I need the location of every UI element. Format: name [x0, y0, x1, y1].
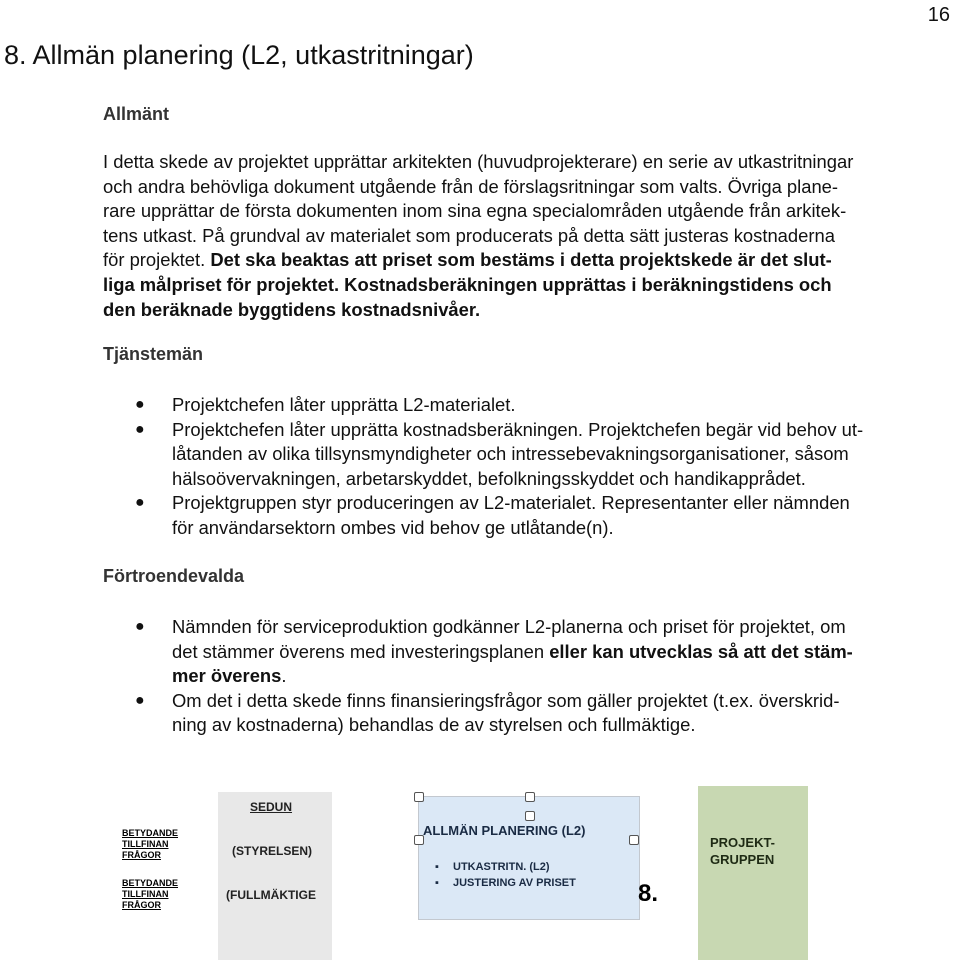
bold-text-line: liga målpriset för projektet. Kostnadsberäkningen upprättas i beräkningstidens och [103, 273, 832, 295]
resize-handle-icon [414, 792, 424, 802]
text-line: låtanden av olika tillsynsmyndigheter och intressebevakningsorganisationer, såsom [172, 443, 849, 465]
text-line: Projektchefen låter upprätta L2-materialet. [172, 394, 516, 415]
section-heading-fortroendevalda: Förtroendevalda [103, 566, 245, 586]
note-line: BETYDANDE [122, 828, 179, 838]
fullmaktige-label: (FULLMÄKTIGE [226, 888, 316, 902]
list-item [103, 615, 953, 689]
section-heading-allmant: Allmänt [103, 104, 170, 124]
resize-handle-icon [525, 792, 535, 802]
center-item: JUSTERING AV PRISET [453, 877, 576, 889]
center-process-box [418, 796, 640, 920]
text-line: och andra behövliga dokument utgående från de förslagsritningar som valts. Övriga plane- [103, 175, 839, 197]
bullet-icon: ▪ [435, 877, 439, 889]
text-line [172, 664, 953, 689]
bullet-icon: ● [135, 618, 145, 635]
left-note-2 [122, 878, 178, 911]
text-line: Projektgruppen styr produceringen av L2-materialet. Representanter eller nämnden [172, 492, 850, 514]
note-line: FRÅGOR [122, 900, 161, 910]
text-line: Projektchefen låter upprätta kostnadsberäkningen. Projektchefen begär vid behov ut- [172, 418, 864, 440]
text-line: rare upprättar de första dokumenten inom sina egna specialområden utgående från arkitek- [103, 200, 847, 222]
text-line [103, 248, 953, 273]
process-diagram [120, 786, 960, 960]
bold-text-line: den beräknade byggtidens kostnadsnivåer. [103, 298, 481, 320]
section-heading-tjanstemän: Tjänstemän [103, 344, 204, 364]
bullet-icon: ● [135, 494, 145, 512]
allmant-paragraph [103, 150, 953, 322]
note-line: TILLFINAN [122, 889, 169, 899]
left-note-1 [122, 828, 178, 861]
center-item: UTKASTRITN. (L2) [453, 861, 550, 873]
text-line [172, 640, 953, 665]
bullet-icon: ▪ [435, 861, 439, 873]
project-group-box [698, 786, 808, 960]
text-span: för projektet. [103, 249, 206, 271]
chapter-title: 8. Allmän planering (L2, utkastritningar) [4, 40, 474, 70]
note-line: BETYDANDE [122, 878, 179, 888]
text-line: I detta skede av projektet upprättar arkitekten (huvudprojekterare) en serie av utkastritningar [103, 151, 854, 172]
text-line: Nämnden för serviceproduktion godkänner L2-planerna och priset för projektet, om [172, 616, 846, 637]
sedun-label: SEDUN [250, 800, 293, 814]
page-number: 16 [927, 4, 950, 26]
text-line: Om det i detta skede finns finansieringsfrågor som gäller projektet (t.ex. överskrid- [172, 689, 840, 711]
project-group-label [710, 834, 775, 868]
decision-column [218, 792, 332, 960]
label-line: GRUPPEN [710, 852, 775, 867]
list-item [103, 418, 953, 492]
text-line: hälsoövervakningen, arbetarskyddet, befolkningsskyddet och handikapprådet. [172, 467, 806, 489]
text-span: . [281, 665, 287, 687]
bold-text-span: eller kan utvecklas så att det stäm- [549, 640, 853, 662]
bullet-icon: ● [135, 396, 145, 413]
center-title: ALLMÄN PLANERING (L2) [423, 823, 586, 838]
bold-text-span: Det ska beaktas att priset som bestäms i detta projektskede är det slut- [210, 249, 832, 271]
bold-text-span: mer överens [172, 665, 282, 687]
bullet-icon: ● [135, 420, 145, 438]
resize-handle-icon [629, 835, 639, 845]
text-line: tens utkast. På grundval av materialet som producerats på detta sätt justeras kostnaderna [103, 224, 835, 246]
text-line: ning av kostnaderna) behandlas de av styrelsen och fullmäktige. [172, 714, 696, 736]
note-line: FRÅGOR [122, 850, 161, 860]
text-span: det stämmer överens med investeringsplanen [172, 640, 550, 662]
styrelsen-label: (STYRELSEN) [232, 844, 313, 858]
text-line: för användarsektorn ombes vid behov ge utlåtande(n). [172, 516, 614, 538]
list-item [103, 689, 953, 738]
resize-handle-icon [525, 811, 535, 821]
label-line: PROJEKT- [710, 835, 776, 850]
tjanstemän-list [103, 393, 953, 541]
bullet-icon: ● [135, 691, 145, 709]
fortroendevalda-list [103, 615, 953, 738]
list-item [103, 393, 953, 418]
step-number: 8. [638, 880, 659, 907]
note-line: TILLFINAN [122, 839, 169, 849]
list-item [103, 491, 953, 540]
